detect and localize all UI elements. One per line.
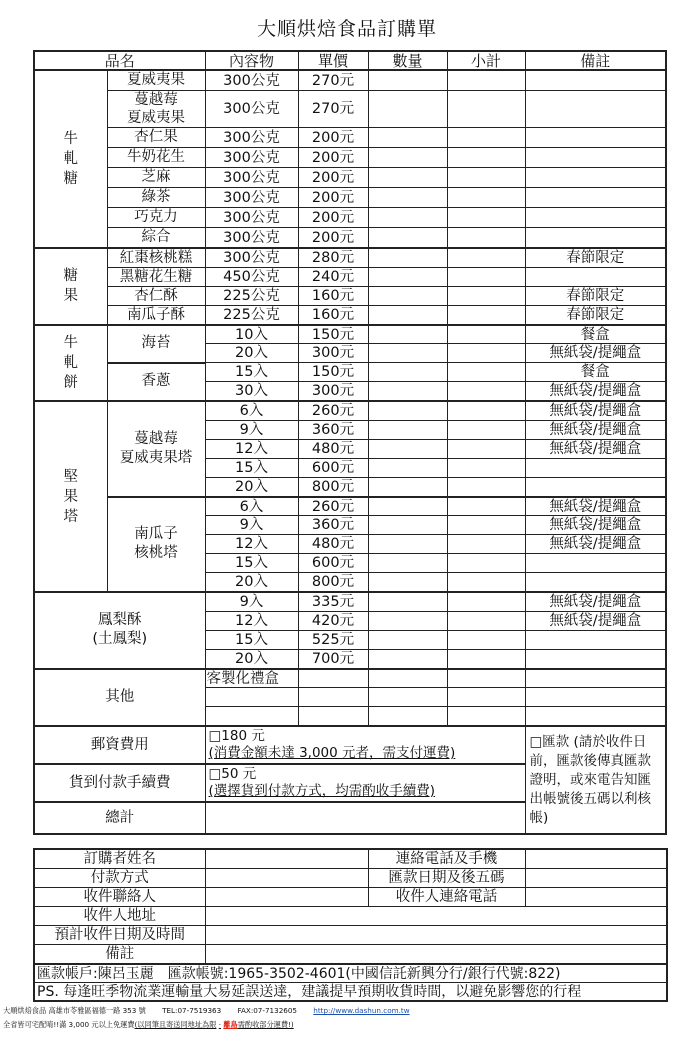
category-other: 其他	[34, 669, 205, 727]
table-row	[34, 363, 666, 382]
quantity-cell[interactable]	[368, 649, 447, 668]
item-content: 20入	[205, 573, 298, 592]
table-row	[34, 669, 666, 688]
info-row-recipient	[34, 888, 667, 907]
note-cell	[525, 630, 666, 649]
quantity-cell[interactable]	[368, 592, 447, 611]
footer-address: 高雄市苓雅區福德一路 353 號	[48, 1006, 146, 1015]
subtotal-cell	[447, 91, 525, 128]
quantity-cell[interactable]	[368, 70, 447, 91]
recipient-phone-field[interactable]	[525, 888, 667, 907]
delivery-time-label: 預計收件日期及時間	[34, 926, 205, 945]
category-nut-tart: 堅 果 塔	[34, 401, 107, 592]
note-cell	[525, 70, 666, 91]
item-price: 260元	[298, 401, 368, 420]
footer-island-note: 離島	[223, 1020, 238, 1029]
subtotal-cell	[447, 554, 525, 573]
subtotal-cell	[447, 228, 525, 249]
item-content: 300公克	[205, 228, 298, 249]
subtotal-cell	[447, 611, 525, 630]
header-product-name: 品名	[34, 51, 205, 70]
item-content: 12入	[205, 611, 298, 630]
table-row	[34, 208, 666, 228]
table-header-row	[34, 51, 666, 70]
item-content: 20入	[205, 344, 298, 363]
note-cell	[525, 649, 666, 668]
info-row-buyer	[34, 849, 667, 869]
item-price: 600元	[298, 458, 368, 477]
recipient-label: 收件聯絡人	[34, 888, 205, 907]
item-price: 270元	[298, 70, 368, 91]
quantity-cell[interactable]	[368, 707, 447, 726]
item-price: 300元	[298, 382, 368, 401]
item-price	[298, 688, 368, 707]
info-row-payment	[34, 869, 667, 888]
item-content: 30入	[205, 382, 298, 401]
table-row	[34, 401, 666, 420]
bank-account-line: 匯款帳戶:陳呂玉麗 匯款帳號:1965-3502-4601(中國信託新興分行/銀行代號:822)	[34, 964, 667, 983]
quantity-cell[interactable]	[368, 344, 447, 363]
note-cell	[525, 208, 666, 228]
subtotal-cell	[447, 516, 525, 535]
quantity-cell[interactable]	[368, 228, 447, 249]
phone-field[interactable]	[525, 849, 667, 869]
quantity-cell[interactable]	[368, 148, 447, 168]
note-cell: 無紙袋/提繩盒	[525, 497, 666, 516]
subtotal-cell	[447, 188, 525, 208]
table-row	[34, 592, 666, 611]
info-row-remarks	[34, 945, 667, 965]
table-row	[34, 267, 666, 286]
item-content	[205, 688, 298, 707]
subtotal-cell	[447, 208, 525, 228]
subtotal-cell	[447, 168, 525, 188]
note-cell: 餐盒	[525, 325, 666, 344]
item-content: 客製化禮盒	[205, 669, 298, 688]
item-price: 200元	[298, 228, 368, 249]
product-name: 海苔	[107, 325, 205, 363]
subtotal-cell	[447, 592, 525, 611]
remarks-field[interactable]	[205, 945, 667, 965]
checkbox-icon[interactable]: □	[208, 728, 222, 745]
quantity-cell[interactable]	[368, 554, 447, 573]
note-cell: 無紙袋/提繩盒	[525, 611, 666, 630]
item-content: 20入	[205, 477, 298, 496]
subtotal-cell	[447, 148, 525, 168]
product-name: 南瓜子 核桃塔	[107, 497, 205, 592]
footer-website-link[interactable]: http://www.dashun.com.tw	[313, 1006, 410, 1015]
footer-line-1	[3, 1006, 410, 1016]
note-cell	[525, 188, 666, 208]
footer-shipping-note: 全省皆可宅配唷!!滿 3,000 元以上免運費	[3, 1020, 135, 1029]
delivery-time-field[interactable]	[205, 926, 667, 945]
quantity-cell[interactable]	[368, 535, 447, 554]
subtotal-cell	[447, 248, 525, 267]
footer-tel: TEL:07-7519363	[162, 1006, 222, 1015]
note-cell	[525, 228, 666, 249]
total-label: 總計	[34, 802, 205, 834]
ps-line: PS. 每逢旺季物流業運輸量大易延誤送達，建議提早預期收貨時間，以避免影響您的行程	[34, 983, 667, 1002]
item-content: 450公克	[205, 267, 298, 286]
item-price: 200元	[298, 128, 368, 148]
item-content: 10入	[205, 325, 298, 344]
subtotal-cell	[447, 382, 525, 401]
quantity-cell[interactable]	[368, 128, 447, 148]
table-row	[34, 248, 666, 267]
table-row	[34, 305, 666, 324]
item-price: 800元	[298, 477, 368, 496]
subtotal-cell	[447, 573, 525, 592]
address-field[interactable]	[205, 907, 667, 926]
product-name: 杏仁果	[107, 128, 205, 148]
header-content: 內容物	[205, 51, 298, 70]
product-name: 蔓越莓 夏威夷果	[107, 91, 205, 128]
category-nougat-cracker: 牛 軋 餅	[34, 325, 107, 402]
subtotal-cell	[447, 325, 525, 344]
product-name: 芝麻	[107, 168, 205, 188]
quantity-cell[interactable]	[368, 305, 447, 324]
item-price: 800元	[298, 573, 368, 592]
item-price: 480元	[298, 439, 368, 458]
address-label: 收件人地址	[34, 907, 205, 926]
item-price: 160元	[298, 305, 368, 324]
note-cell	[525, 688, 666, 707]
item-content: 9入	[205, 592, 298, 611]
phone-label: 連絡電話及手機	[368, 849, 525, 869]
quantity-cell[interactable]	[368, 669, 447, 688]
quantity-cell[interactable]	[368, 630, 447, 649]
shipping-amount: 180 元	[221, 728, 265, 745]
note-cell	[525, 554, 666, 573]
item-price: 260元	[298, 497, 368, 516]
table-row	[34, 70, 666, 91]
subtotal-cell	[447, 439, 525, 458]
subtotal-cell	[447, 630, 525, 649]
remarks-label: 備註	[34, 945, 205, 965]
quantity-cell[interactable]	[368, 91, 447, 128]
item-content: 300公克	[205, 248, 298, 267]
note-cell: 無紙袋/提繩盒	[525, 401, 666, 420]
quantity-cell[interactable]	[368, 421, 447, 440]
item-price: 200元	[298, 188, 368, 208]
shipping-fee-option[interactable]	[205, 726, 525, 764]
note-cell: 無紙袋/提繩盒	[525, 535, 666, 554]
subtotal-cell	[447, 649, 525, 668]
subtotal-cell	[447, 267, 525, 286]
item-price: 300元	[298, 344, 368, 363]
quantity-cell[interactable]	[368, 208, 447, 228]
product-name: 香蔥	[107, 363, 205, 401]
note-cell: 無紙袋/提繩盒	[525, 344, 666, 363]
recipient-phone-label: 收件人連絡電話	[368, 888, 525, 907]
item-content: 300公克	[205, 148, 298, 168]
item-price	[298, 669, 368, 688]
note-cell	[525, 148, 666, 168]
subtotal-cell	[447, 344, 525, 363]
item-price: 240元	[298, 267, 368, 286]
footer-fax: FAX:07-7132605	[237, 1006, 297, 1015]
shipping-condition: (消費金額未達 3,000 元者，需支付運費)	[208, 745, 456, 762]
table-row	[34, 128, 666, 148]
footer-separator: ‧	[218, 1020, 222, 1029]
note-cell	[525, 669, 666, 688]
quantity-cell[interactable]	[368, 325, 447, 344]
header-subtotal: 小計	[447, 51, 525, 70]
note-cell: 無紙袋/提繩盒	[525, 439, 666, 458]
note-cell: 春節限定	[525, 305, 666, 324]
cod-condition: (選擇貨到付款方式，均需酌收手續費)	[208, 783, 436, 800]
item-content: 300公克	[205, 208, 298, 228]
product-name: 杏仁酥	[107, 286, 205, 305]
item-content: 9入	[205, 516, 298, 535]
item-price: 150元	[298, 325, 368, 344]
item-price: 600元	[298, 554, 368, 573]
product-name: 南瓜子酥	[107, 305, 205, 324]
item-price: 280元	[298, 248, 368, 267]
order-info-table	[33, 848, 668, 1002]
quantity-cell[interactable]	[368, 363, 447, 382]
note-cell: 春節限定	[525, 286, 666, 305]
subtotal-cell	[447, 286, 525, 305]
item-content: 300公克	[205, 128, 298, 148]
table-row	[34, 148, 666, 168]
item-content: 225公克	[205, 286, 298, 305]
remittance-note[interactable]: □匯款 (請於收件日前，匯款後傳真匯款證明，或來電告知匯出帳號後五碼以利核帳)	[525, 726, 666, 834]
quantity-cell[interactable]	[368, 477, 447, 496]
subtotal-cell	[447, 669, 525, 688]
item-price: 160元	[298, 286, 368, 305]
subtotal-cell	[447, 401, 525, 420]
note-cell	[525, 128, 666, 148]
info-row-ps	[34, 983, 667, 1002]
product-name: 紅棗核桃糕	[107, 248, 205, 267]
remit-date-label: 匯款日期及後五碼	[368, 869, 525, 888]
quantity-cell[interactable]	[368, 188, 447, 208]
item-price: 480元	[298, 535, 368, 554]
subtotal-cell	[447, 707, 525, 726]
product-name: 夏威夷果	[107, 70, 205, 91]
item-content: 15入	[205, 363, 298, 382]
item-price: 150元	[298, 363, 368, 382]
subtotal-cell	[447, 305, 525, 324]
quantity-cell[interactable]	[368, 382, 447, 401]
footer-company: 大順烘焙食品	[3, 1006, 47, 1015]
item-price: 360元	[298, 516, 368, 535]
category-nougat: 牛 軋 糖	[34, 70, 107, 248]
page-title: 大順烘焙食品訂購單	[256, 18, 437, 40]
item-content: 9入	[205, 421, 298, 440]
info-row-delivery-time	[34, 926, 667, 945]
quantity-cell[interactable]	[368, 401, 447, 420]
item-price: 525元	[298, 630, 368, 649]
note-cell: 春節限定	[525, 248, 666, 267]
quantity-cell[interactable]	[368, 458, 447, 477]
cod-fee-option[interactable]	[205, 764, 525, 802]
total-value[interactable]	[205, 802, 525, 834]
product-name: 綜合	[107, 228, 205, 249]
cod-fee-label: 貨到付款手續費	[34, 764, 205, 802]
product-name: 牛奶花生	[107, 148, 205, 168]
payment-method-label: 付款方式	[34, 869, 205, 888]
subtotal-cell	[447, 70, 525, 91]
item-content: 300公克	[205, 188, 298, 208]
footer-island-fee: 需酌收部分運費!)	[237, 1020, 294, 1029]
item-content: 15入	[205, 554, 298, 573]
item-price: 700元	[298, 649, 368, 668]
buyer-name-field[interactable]	[205, 849, 368, 869]
order-table	[33, 50, 667, 835]
quantity-cell[interactable]	[368, 688, 447, 707]
shipping-fee-label: 郵資費用	[34, 726, 205, 764]
note-cell	[525, 267, 666, 286]
fee-row-shipping	[34, 726, 666, 764]
quantity-cell[interactable]	[368, 611, 447, 630]
item-content: 6入	[205, 401, 298, 420]
item-price: 360元	[298, 421, 368, 440]
remit-date-field[interactable]	[525, 869, 667, 888]
product-name: 黑糖花生糖	[107, 267, 205, 286]
item-content: 20入	[205, 649, 298, 668]
table-row	[34, 91, 666, 128]
product-name: 綠茶	[107, 188, 205, 208]
item-content: 300公克	[205, 168, 298, 188]
cod-amount: 50 元	[221, 766, 257, 783]
checkbox-icon[interactable]: □	[208, 766, 222, 783]
quantity-cell[interactable]	[368, 497, 447, 516]
item-content: 12入	[205, 535, 298, 554]
note-cell	[525, 477, 666, 496]
header-note: 備註	[525, 51, 666, 70]
subtotal-cell	[447, 477, 525, 496]
item-content: 12入	[205, 439, 298, 458]
note-cell	[525, 168, 666, 188]
note-cell	[525, 458, 666, 477]
note-cell: 餐盒	[525, 363, 666, 382]
note-cell	[525, 707, 666, 726]
quantity-cell[interactable]	[368, 439, 447, 458]
item-price: 270元	[298, 91, 368, 128]
subtotal-cell	[447, 421, 525, 440]
note-cell: 無紙袋/提繩盒	[525, 421, 666, 440]
note-cell	[525, 91, 666, 128]
item-content: 300公克	[205, 91, 298, 128]
table-row	[34, 168, 666, 188]
quantity-cell[interactable]	[368, 573, 447, 592]
product-name: 蔓越莓 夏威夷果塔	[107, 401, 205, 496]
note-cell: 無紙袋/提繩盒	[525, 516, 666, 535]
info-row-account	[34, 964, 667, 983]
item-price: 200元	[298, 208, 368, 228]
subtotal-cell	[447, 458, 525, 477]
header-quantity: 數量	[368, 51, 447, 70]
header-price: 單價	[298, 51, 368, 70]
quantity-cell[interactable]	[368, 516, 447, 535]
subtotal-cell	[447, 363, 525, 382]
table-row	[34, 228, 666, 249]
item-price: 200元	[298, 148, 368, 168]
quantity-cell[interactable]	[368, 248, 447, 267]
footer-line-2	[3, 1020, 294, 1030]
subtotal-cell	[447, 535, 525, 554]
footer-shipping-condition: (以同筆且寄送同地址為限	[134, 1020, 217, 1029]
quantity-cell[interactable]	[368, 267, 447, 286]
table-row	[34, 188, 666, 208]
item-content: 15入	[205, 458, 298, 477]
note-cell: 無紙袋/提繩盒	[525, 382, 666, 401]
table-row	[34, 286, 666, 305]
buyer-name-label: 訂購者姓名	[34, 849, 205, 869]
note-cell	[525, 573, 666, 592]
item-content: 15入	[205, 630, 298, 649]
info-row-address	[34, 907, 667, 926]
category-candy: 糖 果	[34, 248, 107, 325]
subtotal-cell	[447, 497, 525, 516]
product-pineapple-cake: 鳳梨酥 (土鳳梨)	[34, 592, 205, 669]
subtotal-cell	[447, 128, 525, 148]
table-row	[34, 325, 666, 344]
item-price: 420元	[298, 611, 368, 630]
item-content	[205, 707, 298, 726]
item-content: 225公克	[205, 305, 298, 324]
table-row	[34, 497, 666, 516]
item-price	[298, 707, 368, 726]
recipient-field[interactable]	[205, 888, 368, 907]
product-name: 巧克力	[107, 208, 205, 228]
item-price: 335元	[298, 592, 368, 611]
note-cell: 無紙袋/提繩盒	[525, 592, 666, 611]
item-price: 200元	[298, 168, 368, 188]
item-content: 6入	[205, 497, 298, 516]
item-content: 300公克	[205, 70, 298, 91]
subtotal-cell	[447, 688, 525, 707]
quantity-cell[interactable]	[368, 286, 447, 305]
payment-method-field[interactable]	[205, 869, 368, 888]
quantity-cell[interactable]	[368, 168, 447, 188]
